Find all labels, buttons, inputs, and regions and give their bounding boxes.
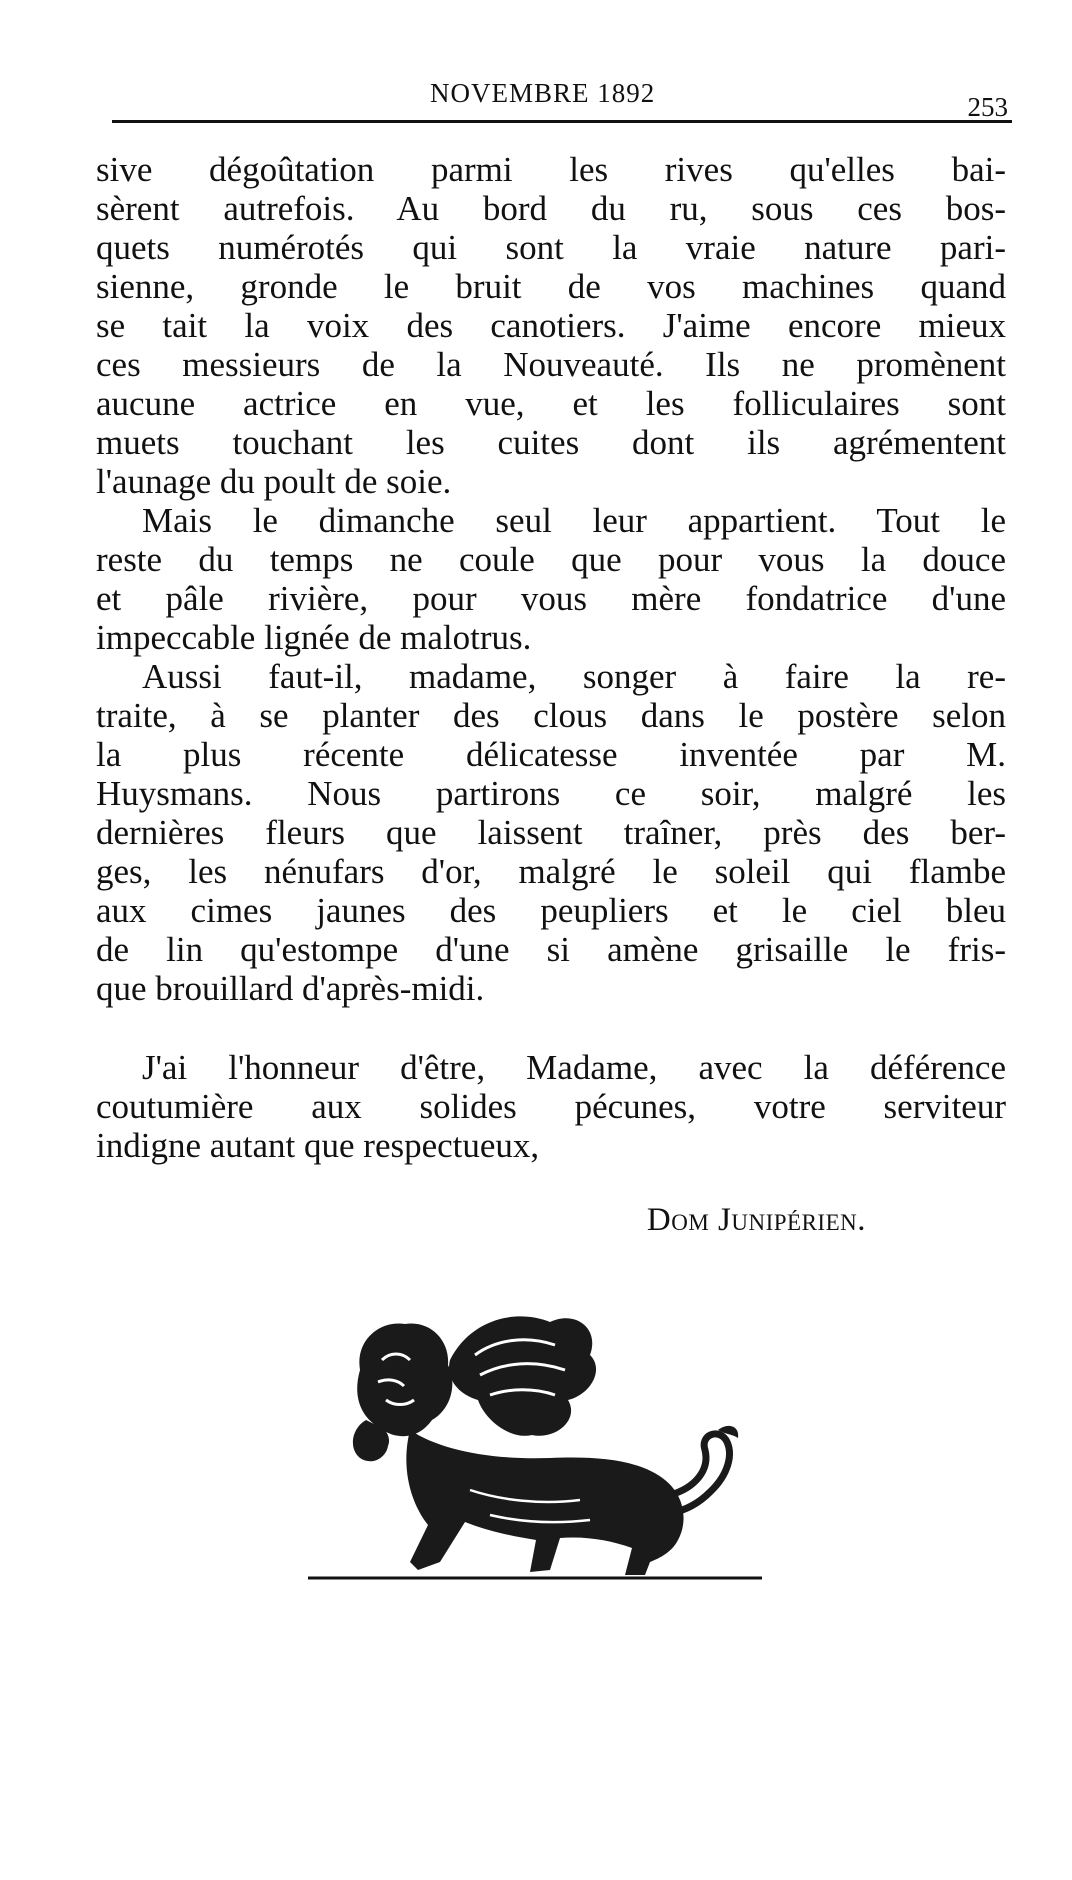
text-line: l'aunage du poult de soie. bbox=[96, 462, 452, 501]
text-line: indigne autant que respectueux, bbox=[96, 1126, 540, 1165]
text-line: aucune actrice en vue, et les folliculaires sont bbox=[96, 384, 1006, 423]
header-title: NOVEMBRE 1892 bbox=[430, 78, 656, 108]
text-line: muets touchant les cuites dont ils agrémentent bbox=[96, 423, 1006, 462]
page-number: 253 bbox=[967, 92, 1008, 122]
text-line: J'ai l'honneur d'être, Madame, avec la déférence bbox=[142, 1048, 1006, 1087]
text-line: traite, à se planter des clous dans le postère selon bbox=[96, 696, 1006, 735]
text-line: Aussi faut-il, madame, songer à faire la re- bbox=[142, 657, 1006, 696]
text-line: quets numérotés qui sont la vraie nature pari- bbox=[96, 228, 1006, 267]
text-line: sienne, gronde le bruit de vos machines quand bbox=[96, 267, 1006, 306]
text-line: impeccable lignée de malotrus. bbox=[96, 618, 532, 657]
text-line: de lin qu'estompe d'une si amène grisaille le fris- bbox=[96, 930, 1006, 969]
text-line: et pâle rivière, pour vous mère fondatrice d'une bbox=[96, 579, 1006, 618]
running-header bbox=[112, 74, 1012, 124]
text-line: se tait la voix des canotiers. J'aime encore mieux bbox=[96, 306, 1006, 345]
text-line: dernières fleurs que laissent traîner, près des ber- bbox=[96, 813, 1006, 852]
text-line: reste du temps ne coule que pour vous la douce bbox=[96, 540, 1006, 579]
winged-lion-icon bbox=[300, 1300, 770, 1590]
text-line: coutumière aux solides pécunes, votre serviteur bbox=[96, 1087, 1006, 1126]
text-line: Huysmans. Nous partirons ce soir, malgré les bbox=[96, 774, 1006, 813]
text-line: que brouillard d'après-midi. bbox=[96, 969, 485, 1008]
body-text bbox=[96, 150, 1006, 1165]
text-line: ces messieurs de la Nouveauté. Ils ne promènent bbox=[96, 345, 1006, 384]
text-line: ges, les nénufars d'or, malgré le soleil qui flambe bbox=[96, 852, 1006, 891]
paragraph-gap bbox=[96, 1008, 1006, 1048]
text-line: sive dégoûtation parmi les rives qu'elles bai- bbox=[96, 150, 1006, 189]
signature: Dom Junipérien. bbox=[646, 1202, 866, 1238]
text-line: la plus récente délicatesse inventée par M. bbox=[96, 735, 1006, 774]
text-line: Mais le dimanche seul leur appartient. Tout le bbox=[142, 501, 1006, 540]
text-line: aux cimes jaunes des peupliers et le ciel bleu bbox=[96, 891, 1006, 930]
header-rule bbox=[112, 120, 1012, 123]
text-line: sèrent autrefois. Au bord du ru, sous ces bos- bbox=[96, 189, 1006, 228]
